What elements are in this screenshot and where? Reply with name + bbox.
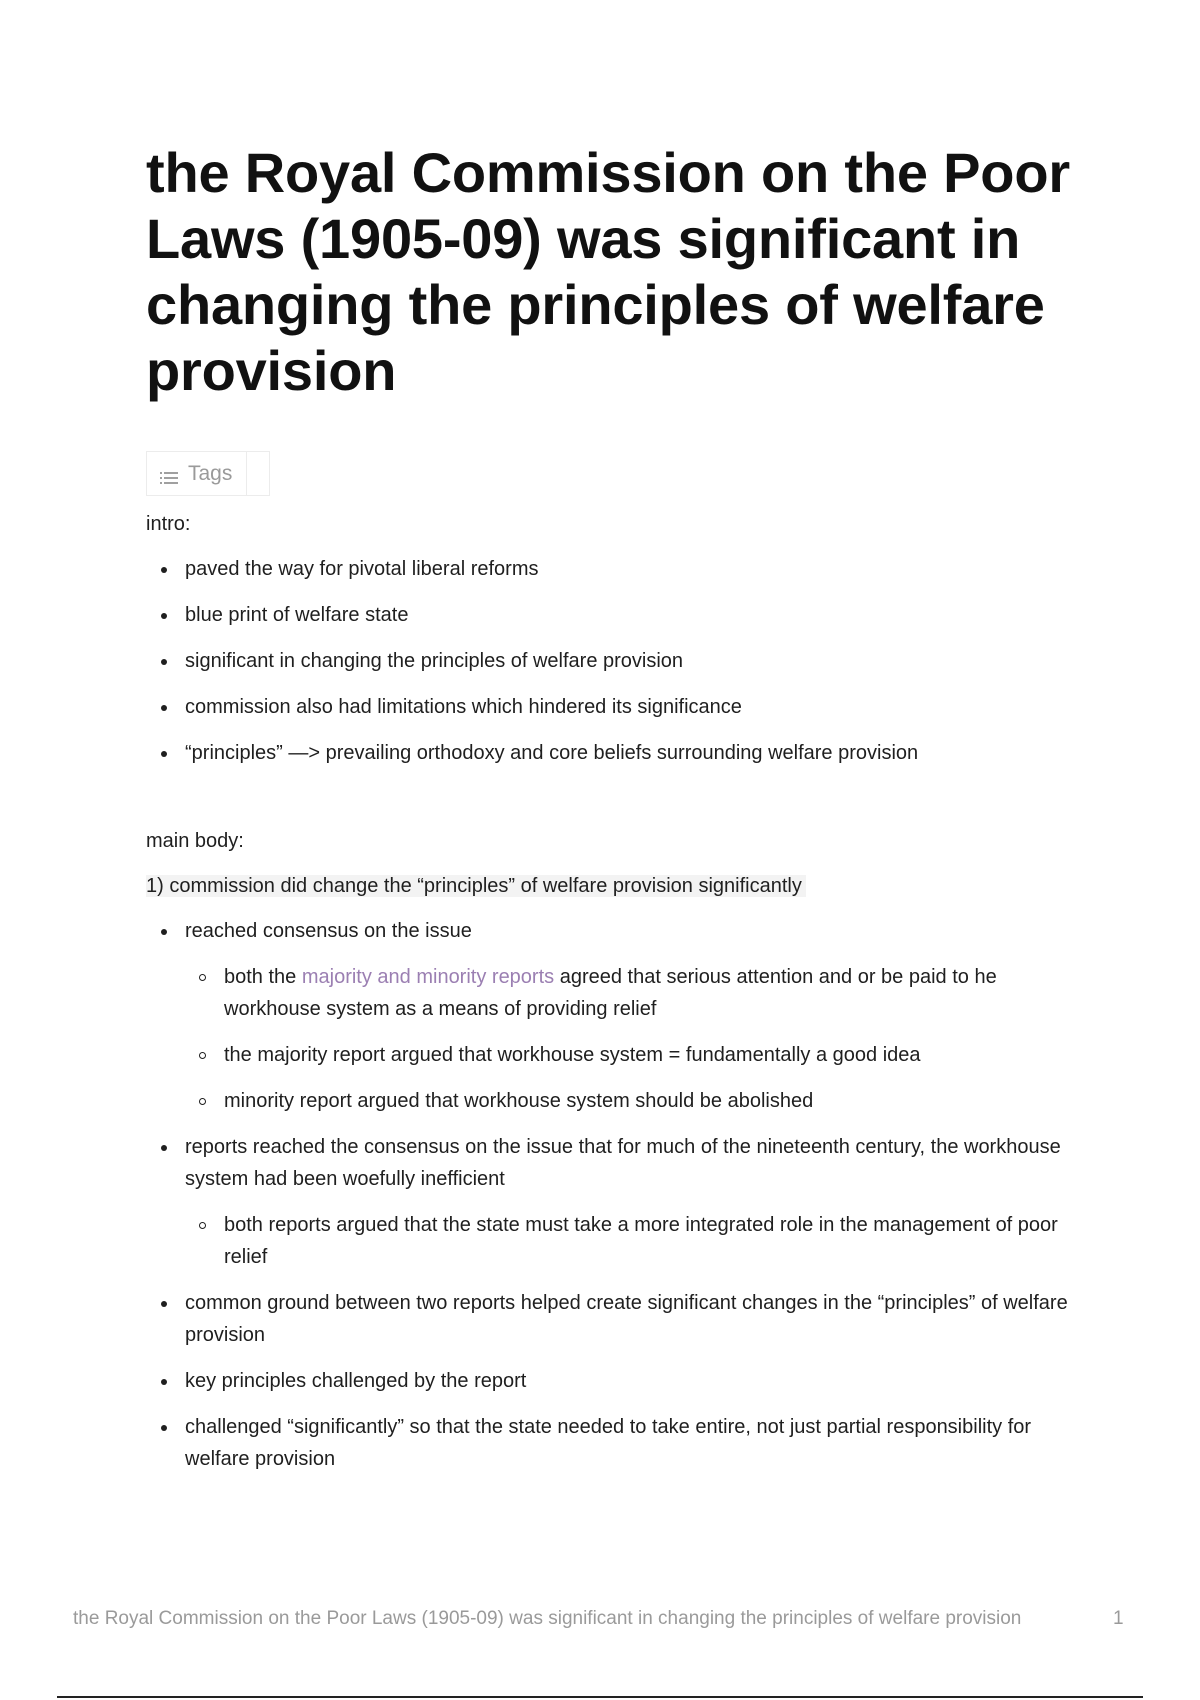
tags-divider	[246, 452, 247, 495]
list-item: “principles” —> prevailing orthodoxy and core beliefs surrounding welfare provision	[146, 737, 1076, 769]
sub-list	[185, 1209, 1076, 1273]
empty-block	[146, 783, 1076, 825]
sub-list	[185, 961, 1076, 1117]
list-icon	[160, 467, 178, 481]
sub-list-item: minority report argued that workhouse system should be abolished	[185, 1085, 1076, 1117]
list-item	[146, 915, 1076, 1117]
intro-heading: intro:	[146, 513, 191, 535]
list-item: challenged “significantly” so that the state needed to take entire, not just partial responsibility for welfare provision	[146, 1411, 1076, 1475]
tags-label: Tags	[188, 461, 233, 485]
list-item: significant in changing the principles of welfare provision	[146, 645, 1076, 677]
reports-link[interactable]: majority and minority reports	[301, 966, 555, 988]
sub-list-item: the majority report argued that workhouse system = fundamentally a good idea	[185, 1039, 1076, 1071]
page-title: the Royal Commission on the Poor Laws (1905-09) was significant in changing the principles of welfare provision	[146, 141, 1070, 402]
sub-list-item	[185, 961, 1076, 1025]
list-item-text: both the	[224, 966, 302, 988]
list-item: common ground between two reports helped create significant changes in the “principles” of welfare provision	[146, 1287, 1076, 1351]
list-item: commission also had limitations which hindered its significance	[146, 691, 1076, 723]
point-heading	[146, 870, 1076, 902]
list-item	[146, 1131, 1076, 1273]
highlighted-text: 1) commission did change the “principles” of welfare provision significantly	[146, 875, 806, 897]
page-number: 1	[1113, 1608, 1124, 1629]
main-body-list	[146, 915, 1076, 1475]
intro-list	[146, 553, 1076, 769]
sub-list-item: both reports argued that the state must take a more integrated role in the management of poor relief	[185, 1209, 1076, 1273]
list-item-text: agreed that serious attention and or be paid to he workhouse system as a means of providing relief	[224, 966, 997, 1020]
list-item: key principles challenged by the report	[146, 1365, 1076, 1397]
list-item-text: reports reached the consensus on the issue that for much of the nineteenth century, the workhouse system had been woefully inefficient	[185, 1136, 1061, 1190]
page-content	[146, 508, 1076, 1489]
list-item: blue print of welfare state	[146, 599, 1076, 631]
list-item-text: reached consensus on the issue	[185, 920, 472, 942]
main-body-heading: main body:	[146, 830, 244, 852]
list-item: paved the way for pivotal liberal reforms	[146, 553, 1076, 585]
footer-title: the Royal Commission on the Poor Laws (1905-09) was significant in changing the principles of welfare provision	[73, 1608, 1022, 1629]
bottom-divider	[57, 1696, 1143, 1698]
tags-property[interactable]	[146, 451, 270, 496]
